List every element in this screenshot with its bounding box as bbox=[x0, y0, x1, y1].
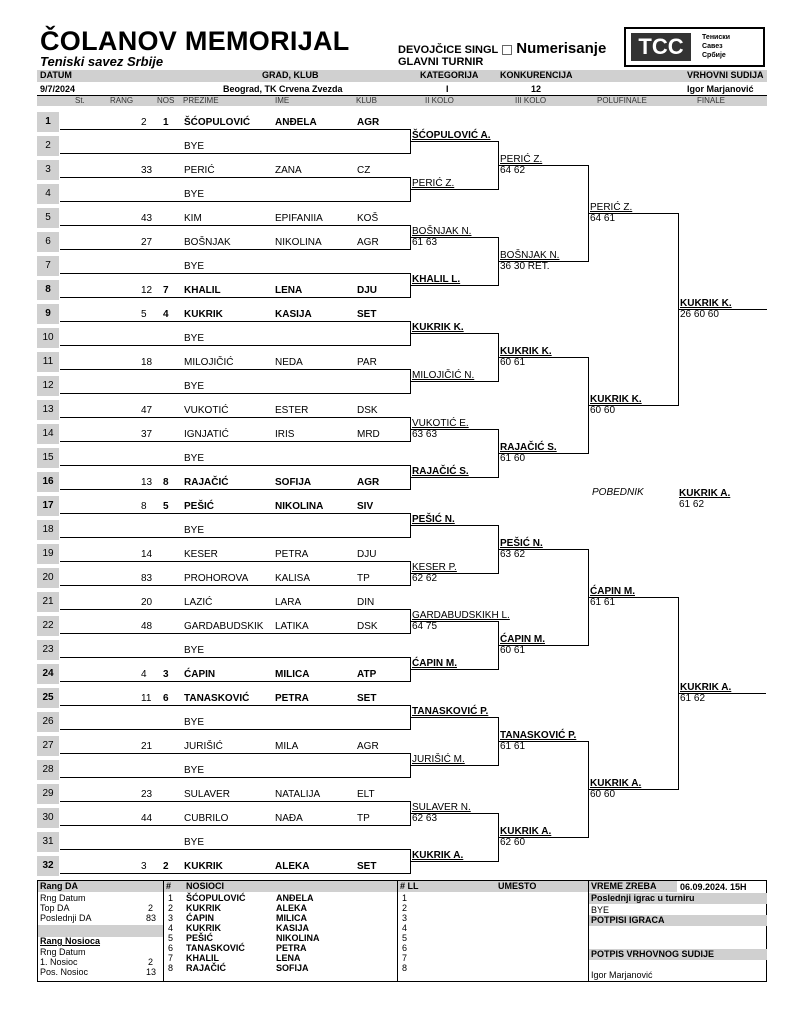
player-seed: 4 bbox=[163, 309, 169, 320]
draw-position: 8 bbox=[37, 280, 59, 300]
player-surname: PEŠIĆ bbox=[184, 501, 215, 512]
match-score: 61 61 bbox=[590, 597, 616, 608]
draw-position: 3 bbox=[37, 160, 59, 180]
match-result bbox=[412, 418, 469, 440]
match-result bbox=[500, 346, 552, 368]
match-score: 64 62 bbox=[500, 165, 526, 176]
winner-name: SULAVER N. bbox=[412, 802, 471, 813]
draw-position: 13 bbox=[37, 400, 59, 420]
match-score: 64 61 bbox=[590, 213, 616, 224]
winner-name: VUKOTIĆ E. bbox=[412, 418, 469, 429]
seed-n: 3 bbox=[168, 913, 174, 923]
player-name: KALISA bbox=[275, 573, 311, 584]
player-rank: 47 bbox=[141, 405, 153, 416]
player-name: PETRA bbox=[275, 693, 309, 704]
winner-name: PERIĆ Z. bbox=[500, 154, 543, 165]
match-result bbox=[590, 202, 632, 224]
winner-name: KUKRIK K. bbox=[412, 322, 464, 333]
player-surname: BYE bbox=[184, 765, 205, 776]
draw-position: 15 bbox=[37, 448, 59, 468]
player-seed: 6 bbox=[163, 693, 169, 704]
federation-subtitle: Teniski savez Srbije bbox=[40, 54, 164, 69]
player-surname: TANASKOVIĆ bbox=[184, 693, 250, 704]
match-score: 60 61 bbox=[500, 645, 526, 656]
player-club: TP bbox=[357, 813, 370, 824]
player-club: KOŠ bbox=[357, 213, 379, 224]
player-name: NIKOLINA bbox=[275, 501, 324, 512]
match-result bbox=[412, 514, 455, 525]
seed-prezime: KHALIL bbox=[186, 953, 219, 963]
match-result bbox=[680, 298, 732, 320]
player-club: DIN bbox=[357, 597, 375, 608]
player-club: AGR bbox=[357, 237, 379, 248]
seed-n: 7 bbox=[168, 953, 174, 963]
winner-name: KUKRIK A. bbox=[412, 850, 464, 861]
player-rank: 4 bbox=[141, 669, 147, 680]
player-club: TP bbox=[357, 573, 370, 584]
winner-name: ŠĆOPULOVIĆ A. bbox=[412, 130, 491, 141]
logo-mark: TCC bbox=[631, 33, 691, 61]
match-result bbox=[412, 802, 471, 824]
seed-ime: ANĐELA bbox=[276, 893, 314, 903]
player-name: LARA bbox=[275, 597, 302, 608]
match-result bbox=[500, 730, 576, 752]
player-rank: 37 bbox=[141, 429, 153, 440]
player-rank: 83 bbox=[141, 573, 153, 584]
draw-position: 16 bbox=[37, 472, 59, 492]
match-score: 63 63 bbox=[412, 429, 438, 440]
winner-name: TANASKOVIĆ P. bbox=[412, 706, 489, 717]
player-surname: BYE bbox=[184, 453, 205, 464]
footer-panel: Rang DA Rng Datum Top DA 2 Poslednji DA 83 Rang Nosioca Rng Datum 1. Nosioc 2 Pos. Nosioc 13 # NOSIOCI 1 ŠĆOPULOVIĆ ANĐELA 2 KUKRIK ALEKA 3 ĆAPIN MILICA 4 KUKRIK KASIJA 5 PEŠIĆ NIKOLINA 6 TANASKOVIĆ PETRA 7 KHALIL LENA 8 RAJAČIĆ SOFIJA # LL UMESTO 1 2 3 4 5 6 7 8 VREME ZREBA 06.09.2024. 15H Poslednji igrac u turniru BYE POTPISI IGRACA POTPIS VRHOVNOG SUDIJE Igor Marjanović bbox=[37, 880, 767, 982]
player-surname: BYE bbox=[184, 525, 205, 536]
player-club: MRD bbox=[357, 429, 380, 440]
seed-n: 2 bbox=[168, 903, 174, 913]
draw-position: 26 bbox=[37, 712, 59, 732]
winner-name: MILOJIČIĆ N. bbox=[412, 370, 475, 381]
player-club: DSK bbox=[357, 621, 378, 632]
player-surname: BYE bbox=[184, 717, 205, 728]
match-result bbox=[412, 226, 471, 248]
player-surname: BYE bbox=[184, 645, 205, 656]
winner-name: PEŠIĆ N. bbox=[500, 538, 543, 549]
player-surname: KHALIL bbox=[184, 285, 221, 296]
match-result bbox=[412, 274, 460, 285]
player-name: ESTER bbox=[275, 405, 309, 416]
draw-type: GLAVNI TURNIR bbox=[398, 56, 484, 68]
player-surname: CUBRILO bbox=[184, 813, 229, 824]
player-rank: 18 bbox=[141, 357, 153, 368]
player-surname: BYE bbox=[184, 189, 205, 200]
winner-name: GARDABUDSKIKH L. bbox=[412, 610, 510, 621]
match-result bbox=[590, 394, 642, 416]
player-seed: 1 bbox=[163, 117, 169, 128]
seed-prezime: RAJAČIĆ bbox=[186, 963, 227, 973]
winner-name: PERIĆ Z. bbox=[412, 178, 455, 189]
player-club: ELT bbox=[357, 789, 375, 800]
draw-position: 22 bbox=[37, 616, 59, 636]
category-label: DEVOJČICE SINGL bbox=[398, 44, 499, 56]
winner-name: KUKRIK K. bbox=[500, 346, 552, 357]
player-club: SIV bbox=[357, 501, 374, 512]
tss-logo bbox=[624, 27, 765, 67]
match-score: 60 60 bbox=[590, 789, 616, 800]
match-score: 61 60 bbox=[500, 453, 526, 464]
winner-name: BOŠNJAK N. bbox=[500, 250, 560, 261]
player-rank: 33 bbox=[141, 165, 153, 176]
draw-position: 24 bbox=[37, 664, 59, 684]
match-result bbox=[500, 442, 557, 464]
ll-number: 8 bbox=[402, 963, 408, 973]
ll-number: 6 bbox=[402, 943, 408, 953]
draw-position: 10 bbox=[37, 328, 59, 348]
winner-label: POBEDNIK bbox=[592, 487, 644, 498]
winner-name: KUKRIK K. bbox=[590, 394, 642, 405]
player-surname: ĆAPIN bbox=[184, 669, 216, 680]
match-score: 63 62 bbox=[500, 549, 526, 560]
match-result bbox=[412, 754, 465, 765]
numerisanje-checkbox[interactable] bbox=[502, 45, 512, 55]
draw-position: 7 bbox=[37, 256, 59, 276]
draw-position: 1 bbox=[37, 112, 59, 132]
player-rank: 5 bbox=[141, 309, 147, 320]
ll-number: 3 bbox=[402, 913, 408, 923]
player-surname: BYE bbox=[184, 261, 205, 272]
match-result bbox=[412, 466, 469, 477]
player-surname: LAZIĆ bbox=[184, 597, 213, 608]
player-name: LENA bbox=[275, 285, 303, 296]
match-result bbox=[412, 850, 463, 861]
draw-position: 31 bbox=[37, 832, 59, 852]
match-result bbox=[412, 658, 457, 669]
player-surname: PERIĆ bbox=[184, 165, 215, 176]
ll-number: 4 bbox=[402, 923, 408, 933]
match-score: 61 62 bbox=[680, 693, 706, 704]
winner-name: KUKRIK A. bbox=[590, 778, 642, 789]
winner-name: KESER P. bbox=[412, 562, 457, 573]
ll-number: 5 bbox=[402, 933, 408, 943]
draw-position: 2 bbox=[37, 136, 59, 156]
column-headers: St. RANG NOS PREZIME IME KLUB II KOLO III KOLO POLUFINALE FINALE bbox=[37, 96, 767, 106]
draw-position: 20 bbox=[37, 568, 59, 588]
player-surname: BYE bbox=[184, 381, 205, 392]
player-name: EPIFANIIA bbox=[275, 213, 323, 224]
player-rank: 11 bbox=[141, 693, 152, 704]
match-score: 26 60 60 bbox=[680, 309, 719, 320]
tournament-title: ČOLANOV MEMORIJAL bbox=[40, 26, 350, 56]
match-result bbox=[412, 610, 510, 632]
player-name: NEDA bbox=[275, 357, 303, 368]
player-rank: 20 bbox=[141, 597, 153, 608]
player-club: AGR bbox=[357, 741, 379, 752]
ll-number: 1 bbox=[402, 893, 408, 903]
draw-position: 11 bbox=[37, 352, 59, 372]
player-name: LATIKA bbox=[275, 621, 309, 632]
player-rank: 48 bbox=[141, 621, 153, 632]
winner-name: PEŠIĆ N. bbox=[412, 514, 455, 525]
player-club: AGR bbox=[357, 117, 380, 128]
draw-position: 12 bbox=[37, 376, 59, 396]
player-rank: 21 bbox=[141, 741, 153, 752]
player-rank: 8 bbox=[141, 501, 147, 512]
draw-position: 9 bbox=[37, 304, 59, 324]
match-result bbox=[412, 178, 454, 189]
match-score: 60 60 bbox=[590, 405, 616, 416]
player-club: DSK bbox=[357, 405, 378, 416]
winner bbox=[679, 488, 730, 510]
info-values-row: 9/7/2024 Beograd, TK Crvena Zvezda I 12 Igor Marjanović bbox=[40, 84, 754, 94]
winner-name: TANASKOVIĆ P. bbox=[500, 730, 577, 741]
player-surname: IGNJATIĆ bbox=[184, 429, 229, 440]
player-rank: 23 bbox=[141, 789, 153, 800]
match-score: 36 30 RET. bbox=[500, 261, 550, 272]
draw-position: 27 bbox=[37, 736, 59, 756]
player-rank: 14 bbox=[141, 549, 153, 560]
seed-n: 6 bbox=[168, 943, 174, 953]
seed-ime: SOFIJA bbox=[276, 963, 309, 973]
match-score: 60 61 bbox=[500, 357, 526, 368]
draw-position: 18 bbox=[37, 520, 59, 540]
winner-name: JURIŠIĆ M. bbox=[412, 754, 465, 765]
seed-n: 4 bbox=[168, 923, 174, 933]
player-surname: KIM bbox=[184, 213, 202, 224]
player-surname: SULAVER bbox=[184, 789, 230, 800]
winner-name: ĆAPIN M. bbox=[500, 634, 545, 645]
match-result bbox=[412, 130, 491, 141]
draw-position: 29 bbox=[37, 784, 59, 804]
draw-position: 6 bbox=[37, 232, 59, 252]
draw-position: 25 bbox=[37, 688, 59, 708]
player-name: NAĐA bbox=[275, 813, 303, 824]
winner-name: PERIĆ Z. bbox=[590, 202, 633, 213]
draw-position: 30 bbox=[37, 808, 59, 828]
match-score: 62 63 bbox=[412, 813, 438, 824]
player-name: NATALIJA bbox=[275, 789, 321, 800]
player-club: CZ bbox=[357, 165, 371, 176]
winner-name: KUKRIK K. bbox=[680, 298, 732, 309]
seed-n: 5 bbox=[168, 933, 174, 943]
player-name: ANĐELA bbox=[275, 117, 317, 128]
match-score: 62 60 bbox=[500, 837, 526, 848]
seed-ime: KASIJA bbox=[276, 923, 310, 933]
match-result bbox=[680, 682, 731, 704]
player-surname: KESER bbox=[184, 549, 218, 560]
player-surname: JURIŠIĆ bbox=[184, 741, 223, 752]
seed-prezime: KUKRIK bbox=[186, 903, 221, 913]
seed-ime: PETRA bbox=[276, 943, 307, 953]
match-result bbox=[412, 322, 464, 333]
ll-number: 7 bbox=[402, 953, 408, 963]
winner-name: KUKRIK A. bbox=[500, 826, 552, 837]
match-result bbox=[590, 586, 635, 608]
player-club: DJU bbox=[357, 549, 377, 560]
match-score: 62 62 bbox=[412, 573, 438, 584]
match-result bbox=[412, 370, 474, 381]
winner-name: KUKRIK A. bbox=[679, 488, 731, 499]
match-result bbox=[500, 826, 551, 848]
draw-position: 4 bbox=[37, 184, 59, 204]
seed-ime: MILICA bbox=[276, 913, 307, 923]
logo-text: Тениски Савез Србије bbox=[702, 34, 731, 59]
player-rank: 27 bbox=[141, 237, 153, 248]
player-surname: PROHOROVA bbox=[184, 573, 249, 584]
player-club: SET bbox=[357, 309, 377, 320]
seed-prezime: PEŠIĆ bbox=[186, 933, 214, 943]
player-club: ATP bbox=[357, 669, 377, 680]
draw-position: 23 bbox=[37, 640, 59, 660]
draw-position: 21 bbox=[37, 592, 59, 612]
player-surname: BOŠNJAK bbox=[184, 237, 231, 248]
match-result bbox=[590, 778, 641, 800]
winner-name: KHALIL L. bbox=[412, 274, 461, 285]
seed-ime: NIKOLINA bbox=[276, 933, 320, 943]
player-surname: KUKRIK bbox=[184, 861, 223, 872]
player-seed: 8 bbox=[163, 477, 169, 488]
player-rank: 44 bbox=[141, 813, 153, 824]
player-surname: BYE bbox=[184, 333, 205, 344]
player-rank: 12 bbox=[141, 285, 153, 296]
match-result bbox=[500, 634, 545, 656]
player-seed: 5 bbox=[163, 501, 169, 512]
player-name: PETRA bbox=[275, 549, 309, 560]
seed-prezime: KUKRIK bbox=[186, 923, 221, 933]
player-seed: 2 bbox=[163, 861, 169, 872]
winner-name: RAJAČIĆ S. bbox=[412, 466, 469, 477]
player-rank: 43 bbox=[141, 213, 153, 224]
seed-ime: LENA bbox=[276, 953, 301, 963]
draw-position: 17 bbox=[37, 496, 59, 516]
player-surname: GARDABUDSKIK bbox=[184, 621, 264, 632]
numerisanje-label: Numerisanje bbox=[516, 40, 607, 57]
draw-position: 28 bbox=[37, 760, 59, 780]
player-surname: VUKOTIĆ bbox=[184, 405, 229, 416]
player-seed: 7 bbox=[163, 285, 169, 296]
player-club: SET bbox=[357, 693, 377, 704]
player-surname: KUKRIK bbox=[184, 309, 223, 320]
seed-ime: ALEKA bbox=[276, 903, 307, 913]
player-surname: BYE bbox=[184, 837, 205, 848]
player-surname: BYE bbox=[184, 141, 205, 152]
match-score: 64 75 bbox=[412, 621, 438, 632]
player-surname: RAJAČIĆ bbox=[184, 477, 229, 488]
winner-name: ĆAPIN M. bbox=[412, 658, 457, 669]
player-club: SET bbox=[357, 861, 377, 872]
player-name: IRIS bbox=[275, 429, 295, 440]
ll-number: 2 bbox=[402, 903, 408, 913]
match-result bbox=[412, 562, 457, 584]
player-name: SOFIJA bbox=[275, 477, 312, 488]
player-seed: 3 bbox=[163, 669, 169, 680]
match-result bbox=[412, 706, 488, 717]
match-result bbox=[500, 538, 543, 560]
winner-name: RAJAČIĆ S. bbox=[500, 442, 557, 453]
draw-position: 19 bbox=[37, 544, 59, 564]
player-name: MILA bbox=[275, 741, 299, 752]
seed-prezime: ĆAPIN bbox=[186, 913, 215, 923]
winner-name: BOŠNJAK N. bbox=[412, 226, 472, 237]
player-name: ALEKA bbox=[275, 861, 310, 872]
draw-position: 5 bbox=[37, 208, 59, 228]
draw-position: 14 bbox=[37, 424, 59, 444]
player-club: AGR bbox=[357, 477, 380, 488]
match-score: 61 61 bbox=[500, 741, 526, 752]
info-labels-bar: DATUM GRAD, KLUB KATEGORIJA KONKURENCIJA VRHOVNI SUDIJA bbox=[37, 70, 767, 82]
seed-n: 8 bbox=[168, 963, 174, 973]
seed-prezime: TANASKOVIĆ bbox=[186, 943, 245, 953]
player-rank: 13 bbox=[141, 477, 153, 488]
draw-position: 32 bbox=[37, 856, 59, 876]
match-result bbox=[500, 250, 559, 272]
winner-name: ĆAPIN M. bbox=[590, 586, 635, 597]
player-rank: 2 bbox=[141, 117, 147, 128]
player-name: KASIJA bbox=[275, 309, 312, 320]
winner-name: KUKRIK A. bbox=[680, 682, 732, 693]
category-line bbox=[398, 40, 606, 57]
player-name: ZANA bbox=[275, 165, 302, 176]
match-result bbox=[500, 154, 542, 176]
winner-score: 61 62 bbox=[679, 499, 705, 510]
seed-prezime: ŠĆOPULOVIĆ bbox=[186, 893, 246, 903]
player-surname: ŠĆOPULOVIĆ bbox=[184, 117, 251, 128]
player-club: DJU bbox=[357, 285, 378, 296]
seed-n: 1 bbox=[168, 893, 174, 903]
player-rank: 3 bbox=[141, 861, 147, 872]
player-name: NIKOLINA bbox=[275, 237, 322, 248]
player-surname: MILOJIČIĆ bbox=[184, 357, 234, 368]
match-score: 61 63 bbox=[412, 237, 438, 248]
player-name: MILICA bbox=[275, 669, 310, 680]
player-club: PAR bbox=[357, 357, 377, 368]
